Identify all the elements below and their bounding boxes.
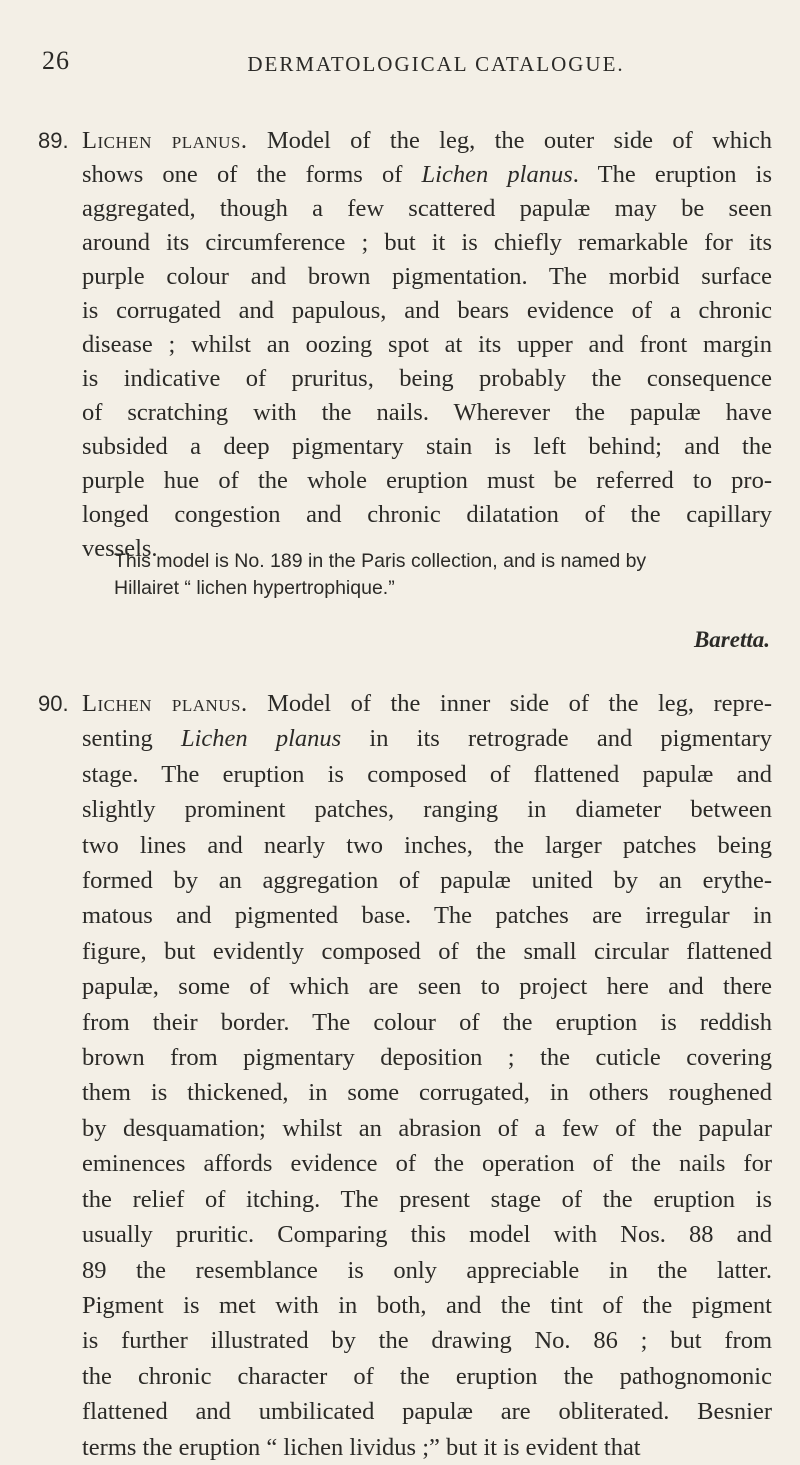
text-run: papulæ, some of which are seen to project here and there	[82, 973, 772, 1001]
text-line	[82, 863, 772, 898]
text-run: purple colour and brown pigmentation. The morbid surface	[82, 263, 772, 290]
entry-body	[82, 124, 772, 566]
entry-89-note	[114, 548, 772, 602]
text-line	[82, 1005, 772, 1040]
entry-number: 90.	[38, 691, 69, 716]
text-run: terms the eruption “ lichen lividus ;” but it is evident that	[82, 1433, 641, 1461]
text-line	[82, 158, 772, 192]
text-run: of scratching with the nails. Wherever the papulæ have	[82, 399, 772, 426]
text-line	[82, 396, 772, 430]
text-line	[82, 1146, 772, 1181]
contributor-signature: Baretta.	[693, 627, 770, 652]
entry-heading: Lichen planus.	[82, 127, 248, 154]
page-header	[42, 46, 760, 86]
text-line	[82, 464, 772, 498]
text-run: subsided a deep pigmentary stain is left behind; and the	[82, 433, 772, 460]
text-run: around its circumference ; but it is chiefly remarkable for its	[82, 229, 772, 256]
entry-body	[82, 686, 772, 1465]
text-line	[82, 362, 772, 396]
text-run: two lines and nearly two inches, the larger patches being	[82, 831, 772, 859]
text-line	[82, 1288, 772, 1323]
catalogue-entry-90	[38, 686, 772, 1465]
text-run: from their border. The colour of the eruption is reddish	[82, 1008, 772, 1036]
text-line	[82, 260, 772, 294]
text-run: figure, but evidently composed of the small circular flattened	[82, 937, 772, 965]
text-run: is indicative of pruritus, being probably the consequence	[82, 365, 772, 392]
page-number: 26	[42, 46, 70, 75]
text-line	[82, 792, 772, 827]
text-line	[82, 294, 772, 328]
text-run: the relief of itching. The present stage of the eruption is	[82, 1185, 772, 1213]
text-line	[82, 686, 772, 721]
text-line	[82, 1075, 772, 1110]
text-run: in its retrograde and pigmentary	[341, 725, 772, 753]
text-run: formed by an aggregation of papulæ united by an erythe-	[82, 867, 772, 895]
text-line	[82, 226, 772, 260]
text-line	[82, 969, 772, 1004]
text-run: the chronic character of the eruption the pathognomonic	[82, 1362, 772, 1390]
text-run: 89 the resemblance is only appreciable in the latter.	[82, 1256, 772, 1284]
text-line	[82, 430, 772, 464]
text-run: flattened and umbilicated papulæ are obliterated. Besnier	[82, 1398, 772, 1426]
text-run: eminences affords evidence of the operation of the nails for	[82, 1150, 772, 1178]
text-line	[82, 1040, 772, 1075]
text-run: stage. The eruption is composed of flattened papulæ and	[82, 760, 772, 788]
text-line	[82, 828, 772, 863]
entry-number: 89.	[38, 128, 69, 153]
text-line	[82, 721, 772, 756]
text-run: Model of the leg, the outer side of which	[247, 127, 772, 154]
note-line: This model is No. 189 in the Paris collection, and is named by	[114, 550, 647, 572]
text-line	[82, 192, 772, 226]
text-run: is further illustrated by the drawing No. 86 ; but from	[82, 1327, 772, 1355]
italic-term: Lichen planus	[421, 161, 573, 188]
text-line	[82, 1182, 772, 1217]
text-line	[82, 1323, 772, 1358]
text-run: senting	[82, 725, 181, 753]
text-run: them is thickened, in some corrugated, in others roughened	[82, 1079, 772, 1107]
text-line	[82, 1430, 772, 1465]
text-run: slightly prominent patches, ranging in diameter between	[82, 796, 772, 824]
text-run: is corrugated and papulous, and bears evidence of a chronic	[82, 297, 772, 324]
text-line	[82, 898, 772, 933]
running-head: DERMATOLOGICAL CATALOGUE.	[247, 52, 625, 76]
text-line	[82, 124, 772, 158]
text-run: shows one of the forms of	[82, 161, 422, 188]
text-line	[82, 328, 772, 362]
text-line	[82, 757, 772, 792]
entry-heading: Lichen planus.	[82, 690, 248, 717]
text-line	[82, 1111, 772, 1146]
text-line	[82, 1359, 772, 1394]
text-line	[82, 1394, 772, 1429]
text-run: purple hue of the whole eruption must be referred to pro-	[82, 467, 772, 494]
catalogue-entry-89	[38, 124, 773, 566]
text-run: vessels.	[82, 535, 158, 562]
text-run: by desquamation; whilst an abrasion of a few of the papular	[82, 1114, 772, 1142]
text-run: matous and pigmented base. The patches are irregular in	[82, 902, 772, 930]
text-run: usually pruritic. Comparing this model with Nos. 88 and	[82, 1221, 772, 1249]
text-run: disease ; whilst an oozing spot at its upper and front margin	[82, 331, 772, 358]
text-run: brown from pigmentary deposition ; the cuticle covering	[82, 1044, 772, 1072]
text-run: aggregated, though a few scattered papulæ may be seen	[82, 195, 772, 222]
text-line	[82, 1253, 772, 1288]
text-run: . The eruption is	[572, 161, 773, 188]
note-line: Hillairet “ lichen hypertrophique.”	[114, 577, 395, 599]
text-run: Model of the inner side of the leg, repre-	[247, 690, 772, 717]
text-line	[82, 934, 772, 969]
text-run: longed congestion and chronic dilatation of the capillary	[82, 501, 772, 528]
text-line	[82, 1217, 772, 1252]
italic-term: Lichen planus	[180, 725, 342, 753]
text-line	[82, 498, 772, 532]
text-run: Pigment is met with in both, and the tint of the pigment	[82, 1291, 772, 1319]
